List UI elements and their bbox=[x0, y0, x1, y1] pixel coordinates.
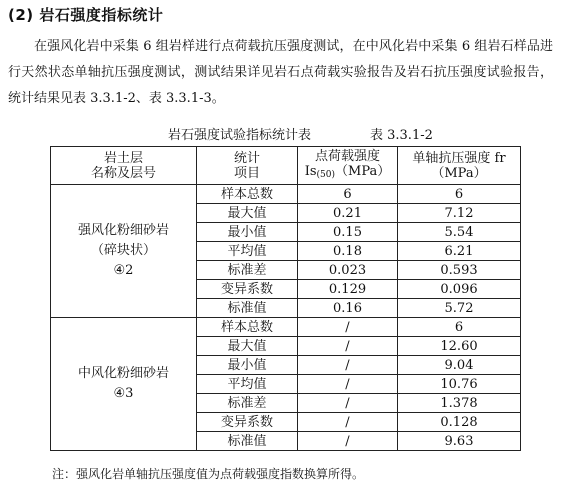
stat-item: 标准值 bbox=[197, 299, 298, 318]
stat-item: 变异系数 bbox=[197, 280, 298, 299]
stat-item: 标准差 bbox=[197, 394, 298, 413]
ucs-value: 7.12 bbox=[398, 204, 521, 223]
group-name-line2: ④3 bbox=[113, 386, 134, 401]
stat-item: 样本总数 bbox=[197, 185, 298, 204]
table-row bbox=[51, 185, 521, 204]
ucs-value: 6 bbox=[398, 185, 521, 204]
section-heading: (2) 岩石强度指标统计 bbox=[8, 6, 164, 24]
ucs-value: 12.60 bbox=[398, 337, 521, 356]
pointload-value: 0.18 bbox=[298, 242, 398, 261]
stat-item: 样本总数 bbox=[197, 318, 298, 337]
table-header-row bbox=[51, 147, 521, 185]
ucs-value: 5.54 bbox=[398, 223, 521, 242]
group-name-line1: 中风化粉细砂岩 bbox=[77, 366, 169, 381]
pointload-value: / bbox=[298, 356, 398, 375]
pointload-value: 6 bbox=[298, 185, 398, 204]
stat-item: 标准差 bbox=[197, 261, 298, 280]
header-stat-line2: 项目 bbox=[233, 165, 260, 181]
header-layer-line2: 名称及层号 bbox=[90, 165, 156, 181]
pointload-value: / bbox=[298, 337, 398, 356]
ucs-value: 0.593 bbox=[398, 261, 521, 280]
rock-strength-table bbox=[50, 146, 521, 451]
stat-item: 最大值 bbox=[197, 204, 298, 223]
ucs-value: 1.378 bbox=[398, 394, 521, 413]
stat-item: 最大值 bbox=[197, 337, 298, 356]
table-number: 表 3.3.1-2 bbox=[370, 128, 433, 143]
ucs-value: 9.63 bbox=[398, 432, 521, 451]
ucs-value: 6 bbox=[398, 318, 521, 337]
header-layer bbox=[51, 147, 197, 185]
group-name-line1: 强风化粉细砂岩 bbox=[77, 223, 169, 238]
header-ucs-unit: （MPa） bbox=[431, 165, 487, 181]
stat-item: 标准值 bbox=[197, 432, 298, 451]
ucs-value: 5.72 bbox=[398, 299, 521, 318]
group-name-line3: ④2 bbox=[113, 263, 134, 278]
pointload-value: / bbox=[298, 318, 398, 337]
pointload-value: / bbox=[298, 394, 398, 413]
ucs-value: 6.21 bbox=[398, 242, 521, 261]
ucs-value: 10.76 bbox=[398, 375, 521, 394]
pointload-value: 0.023 bbox=[298, 261, 398, 280]
stat-item: 最小值 bbox=[197, 223, 298, 242]
header-pointload bbox=[298, 147, 398, 185]
header-ucs-line1: 单轴抗压强度 fr bbox=[412, 150, 506, 166]
header-ucs bbox=[398, 147, 521, 185]
stat-item: 平均值 bbox=[197, 375, 298, 394]
group-name-strong-weathered bbox=[51, 185, 197, 318]
header-pointload-symbol: Is bbox=[304, 163, 317, 179]
ucs-value: 9.04 bbox=[398, 356, 521, 375]
header-pointload-line1: 点荷载强度 bbox=[314, 148, 380, 164]
group-name-moderately-weathered bbox=[51, 318, 197, 451]
pointload-value: / bbox=[298, 432, 398, 451]
pointload-value: 0.15 bbox=[298, 223, 398, 242]
stat-item: 变异系数 bbox=[197, 413, 298, 432]
pointload-value: / bbox=[298, 375, 398, 394]
table-row bbox=[51, 318, 521, 337]
ucs-value: 0.096 bbox=[398, 280, 521, 299]
table-title: 岩石强度试验指标统计表 bbox=[168, 128, 312, 143]
pointload-value: 0.129 bbox=[298, 280, 398, 299]
pointload-value: 0.16 bbox=[298, 299, 398, 318]
header-layer-line1: 岩土层 bbox=[103, 150, 143, 166]
pointload-value: 0.21 bbox=[298, 204, 398, 223]
table-note: 注：强风化岩单轴抗压强度值为点荷载强度指数换算所得。 bbox=[52, 467, 365, 481]
header-stat-line1: 统计 bbox=[233, 150, 260, 166]
ucs-value: 0.128 bbox=[398, 413, 521, 432]
header-pointload-unit: （MPa） bbox=[335, 163, 391, 179]
stat-item: 最小值 bbox=[197, 356, 298, 375]
stat-item: 平均值 bbox=[197, 242, 298, 261]
header-stat bbox=[197, 147, 298, 185]
pointload-value: / bbox=[298, 413, 398, 432]
intro-paragraph: 在强风化岩中采集 6 组岩样进行点荷载抗压强度测试，在中风化岩中采集 6 组岩石样品进行天然状态单轴抗压强度测试，测试结果详见岩石点荷载实验报告及岩石抗压强度试验报告，统计结果见表 3.3.1-2、表 3.3.1-3。 bbox=[8, 39, 553, 106]
group-name-line2: （碎块状） bbox=[90, 243, 156, 258]
header-pointload-subscript: (50) bbox=[316, 169, 336, 180]
